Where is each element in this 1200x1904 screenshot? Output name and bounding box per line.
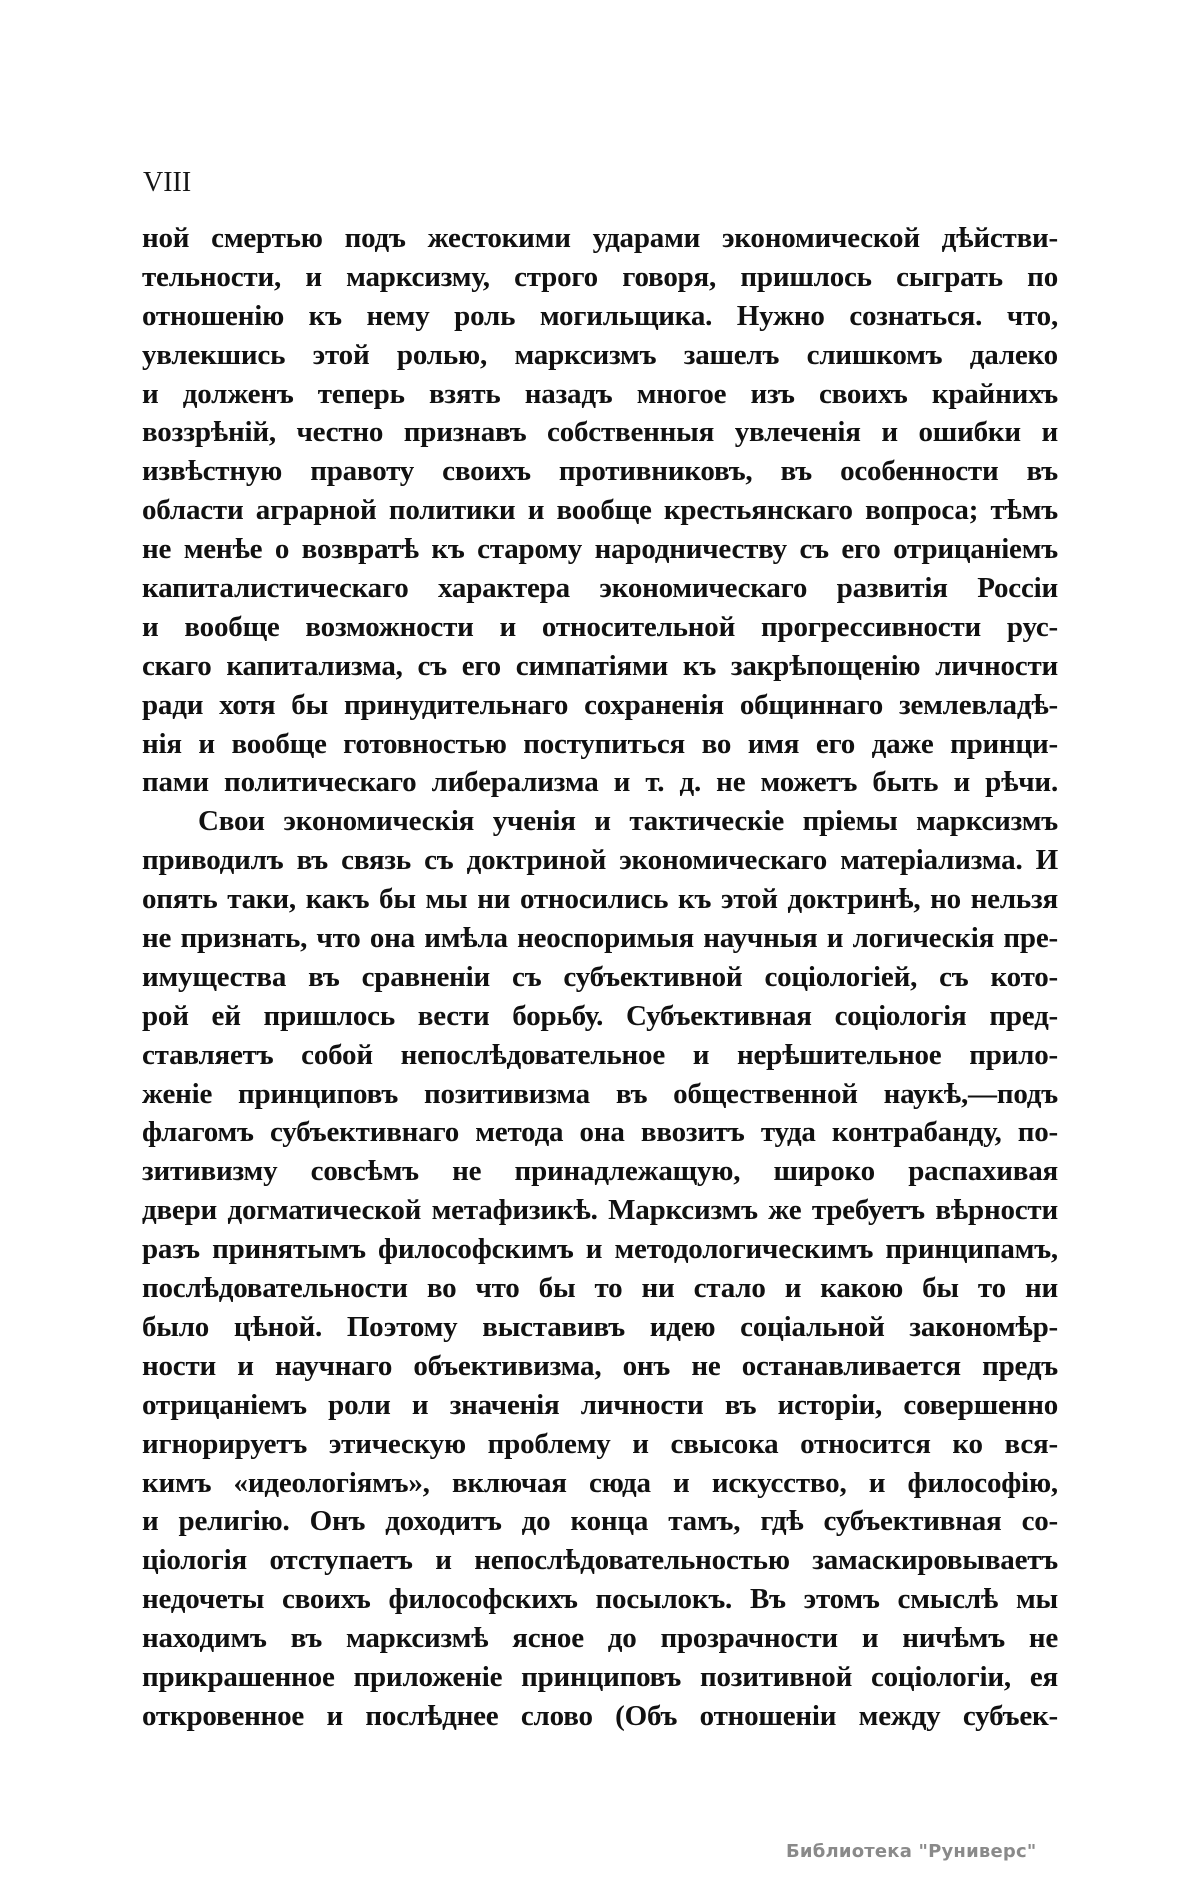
body-text [142,219,1058,1736]
text-line: отношенiю къ нему роль могильщика. Нужно сознаться. что, [142,299,1058,332]
text-line: капиталистическаго характера экономическаго развитiя Россiи [142,572,1058,605]
text-line: и вообще возможности и относительной прогрессивности рус- [142,610,1058,643]
text-line: ставляетъ собой непослѣдовательное и нерѣшительное прило- [142,1038,1058,1071]
text-line: двери догматической метафизикѣ. Марксизмъ же требуетъ вѣрности [142,1194,1058,1227]
text-line: опять таки, какъ бы мы ни относились къ этой доктринѣ, но нельзя [142,883,1058,916]
text-line: рой ей пришлось вести борьбу. Субъективная соцiологiя пред- [142,999,1058,1032]
library-watermark: Библиотека "Руниверс" [786,1841,1037,1862]
paragraph-start-line: Свои экономическiя ученiя и тактическiе прiемы марксизмъ [198,805,1058,838]
text-line: извѣстную правоту своихъ противниковъ, въ особенности въ [142,455,1058,488]
text-line: было цѣной. Поэтому выставивъ идею соцiальной закономѣр- [142,1310,1058,1343]
text-line: не менѣе о возвратѣ къ старому народничеству съ его отрицанiемъ [142,533,1058,566]
text-line: зитивизму совсѣмъ не принадлежащую, широко распахивая [142,1155,1058,1188]
text-line: флагомъ субъективнаго метода она ввозитъ туда контрабанду, по- [142,1116,1058,1149]
text-line: женiе принциповъ позитивизма въ общественной наукѣ,—подъ [142,1077,1058,1110]
text-line: отрицанiемъ роли и значенiя личности въ исторiи, совершенно [142,1388,1058,1421]
text-line: ради хотя бы принудительнаго сохраненiя общиннаго землевладѣ- [142,688,1058,721]
text-line: скаго капитализма, съ его симпатiями къ закрѣпощенiю личности [142,649,1058,682]
text-line: кимъ «идеологiямъ», включая сюда и искусство, и философiю, [142,1466,1058,1499]
text-line: области аграрной политики и вообще крестьянскаго вопроса; тѣмъ [142,494,1058,527]
text-line: ности и научнаго объективизма, онъ не останавливается предъ [142,1349,1058,1382]
text-line: находимъ въ марксизмѣ ясное до прозрачности и ничѣмъ не [142,1622,1058,1655]
text-line: откровенное и послѣднее слово (Объ отношенiи между субъек- [142,1699,1058,1732]
text-line: приводилъ въ связь съ доктриной экономическаго матерiализма. И [142,844,1058,877]
text-line: увлекшись этой ролью, марксизмъ зашелъ слишкомъ далеко [142,338,1058,371]
text-line: недочеты своихъ философскихъ посылокъ. Въ этомъ смыслѣ мы [142,1583,1058,1616]
page-number: VIII [143,167,192,198]
text-line: прикрашенное приложенiе принциповъ позитивной соцiологiи, ея [142,1660,1058,1693]
text-line: послѣдовательности во что бы то ни стало и какою бы то ни [142,1272,1058,1305]
text-line: и религiю. Онъ доходитъ до конца тамъ, гдѣ субъективная со- [142,1505,1058,1538]
text-line: воззрѣнiй, честно признавъ собственныя увлеченiя и ошибки и [142,416,1058,449]
text-line: нiя и вообще готовностью поступиться во имя его даже принци- [142,727,1058,760]
text-line: разъ принятымъ философскимъ и методологическимъ принципамъ, [142,1233,1058,1266]
text-line: не признать, что она имѣла неоспоримыя научныя и логическiя пре- [142,922,1058,955]
text-line: игнорируетъ этическую проблему и свысока относится ко вся- [142,1427,1058,1460]
text-line: имущества въ сравненiи съ субъективной соцiологiей, съ кото- [142,960,1058,993]
text-line: ной смертью подъ жестокими ударами экономической дѣйстви- [142,222,1058,254]
text-line: тельности, и марксизму, строго говоря, пришлось сыграть по [142,260,1058,293]
text-line: и долженъ теперь взять назадъ многое изъ своихъ крайнихъ [142,377,1058,410]
text-line: цiологiя отступаетъ и непослѣдовательностью замаскировываетъ [142,1544,1058,1577]
text-line: пами политическаго либерализма и т. д. не можетъ быть и рѣчи. [142,766,1058,799]
